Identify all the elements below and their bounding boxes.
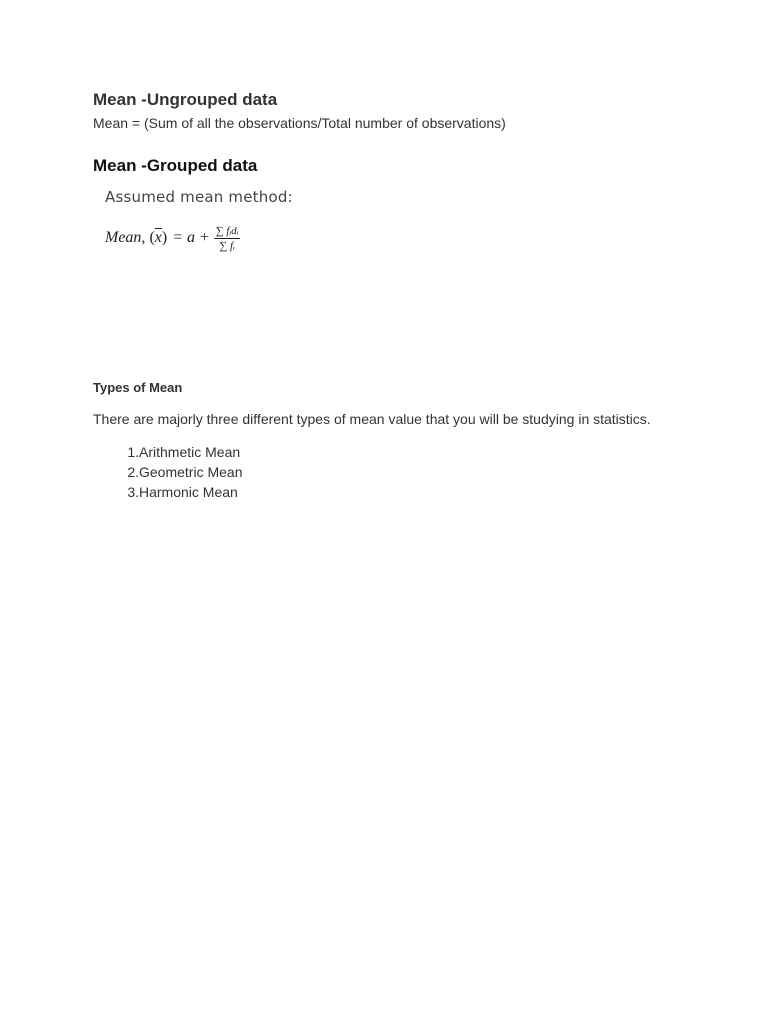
assumed-mean-formula xyxy=(105,221,240,255)
formula-fraction xyxy=(214,225,241,252)
list-item xyxy=(110,443,242,463)
heading-types-of-mean: Types of Mean xyxy=(93,380,183,395)
formula-numerator: ∑ fᵢdᵢ xyxy=(215,224,239,237)
types-intro-text: There are majorly three different types of mean value that you will be studying in statistics. xyxy=(93,411,651,427)
list-item-number: 3. xyxy=(127,484,139,500)
list-item-label: Arithmetic Mean xyxy=(139,444,241,460)
assumed-mean-label: Assumed mean method: xyxy=(105,188,293,206)
ungrouped-formula-text: Mean = (Sum of all the observations/Total number of observations) xyxy=(93,115,506,131)
types-list xyxy=(110,443,242,503)
heading-grouped: Mean -Grouped data xyxy=(93,156,258,175)
formula-xbar-close: ) xyxy=(161,229,168,246)
list-item-label: Harmonic Mean xyxy=(139,484,238,500)
list-item-number: 1. xyxy=(127,444,139,460)
heading-ungrouped: Mean -Ungrouped data xyxy=(93,90,278,109)
formula-denominator: ∑ fᵢ xyxy=(219,239,235,252)
formula-xbar: $\overline{x}$ xyxy=(154,229,162,246)
list-item-label: Geometric Mean xyxy=(139,464,243,480)
formula-xbar-open: ( xyxy=(149,229,155,246)
list-item-number: 2. xyxy=(127,464,139,480)
list-item xyxy=(110,483,242,503)
formula-lhs: Mean, xyxy=(105,229,146,246)
formula-equals-a-plus: = a + xyxy=(172,229,210,246)
list-item xyxy=(110,463,242,483)
